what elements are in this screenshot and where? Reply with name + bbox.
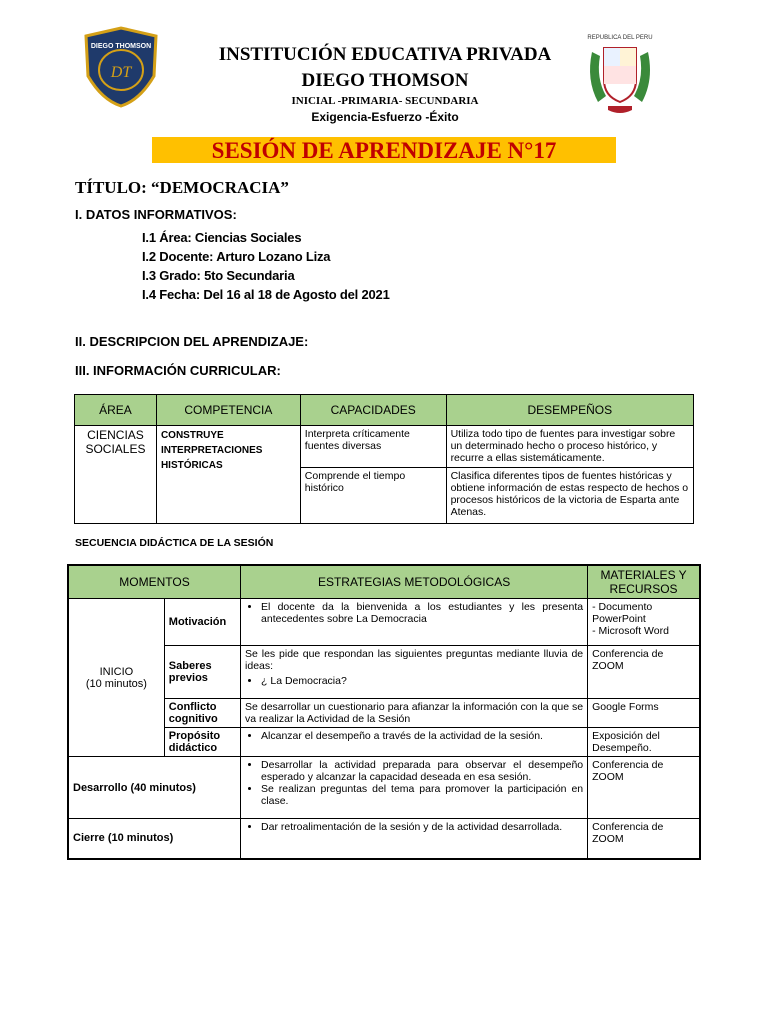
strategy-text: Se les pide que respondan las siguientes preguntas mediante lluvia de ideas: — [245, 648, 584, 672]
col-header-desempenos: DESEMPEÑOS — [446, 395, 693, 426]
inicio-label: INICIO — [99, 665, 134, 678]
info-item-docente: I.2 Docente: Arturo Lozano Liza — [142, 249, 331, 264]
session-banner: SESIÓN DE APRENDIZAJE N°17 — [152, 137, 616, 163]
info-item-fecha: I.4 Fecha: Del 16 al 18 de Agosto del 2021 — [142, 287, 390, 302]
cell-moment-sub: Propósito didáctico — [164, 728, 240, 757]
cell-inicio — [68, 599, 164, 757]
list-item: • Dar retroalimentación de la sesión y de la actividad desarrollada. — [261, 821, 583, 833]
list-item: • ¿ La Democracia? — [261, 675, 583, 687]
cell-strategy — [241, 819, 588, 859]
curricular-table — [74, 394, 694, 524]
school-logo — [80, 26, 162, 108]
cell-cierre: Cierre (10 minutos) — [68, 819, 241, 859]
list-item: • Se realizan preguntas del tema para promover la participación en clase. — [261, 783, 583, 807]
section-curricular-heading: III. INFORMACIÓN CURRICULAR: — [75, 363, 281, 378]
cell-capacidad: Comprende el tiempo histórico — [300, 468, 446, 524]
svg-text:REPUBLICA DEL PERU: REPUBLICA DEL PERU — [587, 35, 653, 41]
cell-moment-sub: Conflicto cognitivo — [164, 699, 240, 728]
table-header-row — [75, 395, 694, 426]
cell-moment-sub: Motivación — [164, 599, 240, 646]
section-descripcion-heading: II. DESCRIPCION DEL APRENDIZAJE: — [75, 334, 309, 349]
resource-item: - Documento PowerPoint — [592, 601, 653, 625]
inicio-time: (10 minutos) — [85, 677, 147, 690]
list-item: • Alcanzar el desempeño a través de la actividad de la sesión. — [261, 730, 583, 742]
col-header-competencia: COMPETENCIA — [156, 395, 300, 426]
col-header-capacidades: CAPACIDADES — [300, 395, 446, 426]
info-item-area: I.1 Área: Ciencias Sociales — [142, 230, 302, 245]
cell-resources: Google Forms — [588, 699, 700, 728]
col-header-estrategias: ESTRATEGIAS METODOLÓGICAS — [241, 565, 588, 599]
col-header-materiales: MATERIALES Y RECURSOS — [588, 565, 700, 599]
table-header-row — [68, 565, 700, 599]
col-header-momentos: MOMENTOS — [68, 565, 241, 599]
institution-levels: INICIAL -PRIMARIA- SECUNDARIA — [291, 95, 479, 107]
col-header-area: ÁREA — [75, 395, 157, 426]
cell-strategy — [241, 757, 588, 819]
cell-desempeno: Clasifica diferentes tipos de fuentes históricas y obtiene información de estas respecto de hechos o procesos históricos de la victoria de Esparta ante Atenas. — [446, 468, 693, 524]
cell-strategy: Se desarrollar un cuestionario para afianzar la información con la que se va realizar la Actividad de la Sesión — [241, 699, 588, 728]
institution-name: INSTITUCIÓN EDUCATIVA PRIVADA — [218, 44, 552, 65]
cell-resources: Conferencia de ZOOM — [588, 757, 700, 819]
table-row — [68, 819, 700, 859]
list-item: • Desarrollar la actividad preparada para observar el desempeño esperado y alcanzar la capacidad deseada en esa sesión. — [261, 759, 583, 783]
cell-resources — [588, 599, 700, 646]
svg-text:DT: DT — [110, 64, 132, 81]
cell-moment-sub: Saberes previos — [164, 646, 240, 699]
cell-desempeno: Utiliza todo tipo de fuentes para investigar sobre un determinado hecho o proceso histórico, y recurre a ellas sistemáticamente. — [446, 426, 693, 468]
table-row — [68, 599, 700, 646]
document-title: TÍTULO: “DEMOCRACIA” — [75, 178, 289, 197]
cell-strategy — [241, 646, 588, 699]
list-item: • El docente da la bienvenida a los estudiantes y les presenta antecedentes sobre La Democracia — [261, 601, 583, 625]
cell-capacidad: Interpreta críticamente fuentes diversas — [300, 426, 446, 468]
cell-desarrollo: Desarrollo (40 minutos) — [68, 757, 241, 819]
cell-strategy — [241, 728, 588, 757]
svg-text:DIEGO THOMSON: DIEGO THOMSON — [90, 43, 152, 50]
section-datos-heading: I. DATOS INFORMATIVOS: — [75, 207, 237, 222]
cell-resources: Conferencia de ZOOM — [588, 819, 700, 859]
institution-motto: Exigencia-Esfuerzo -Éxito — [311, 110, 459, 124]
table-row — [75, 426, 694, 468]
table-row — [68, 757, 700, 819]
sequence-heading: SECUENCIA DIDÁCTICA DE LA SESIÓN — [75, 537, 274, 549]
cell-resources: Conferencia de ZOOM — [588, 646, 700, 699]
cell-strategy — [241, 599, 588, 646]
resource-item: - Microsoft Word — [592, 625, 669, 637]
info-item-grado: I.3 Grado: 5to Secundaria — [142, 268, 295, 283]
sequence-table — [67, 564, 701, 860]
institution-subname: DIEGO THOMSON — [301, 70, 469, 91]
cell-competencia: CONSTRUYE INTERPRETACIONES HISTÓRICAS — [156, 426, 300, 524]
cell-resources: Exposición del Desempeño. — [588, 728, 700, 757]
cell-area: CIENCIAS SOCIALES — [75, 426, 157, 524]
